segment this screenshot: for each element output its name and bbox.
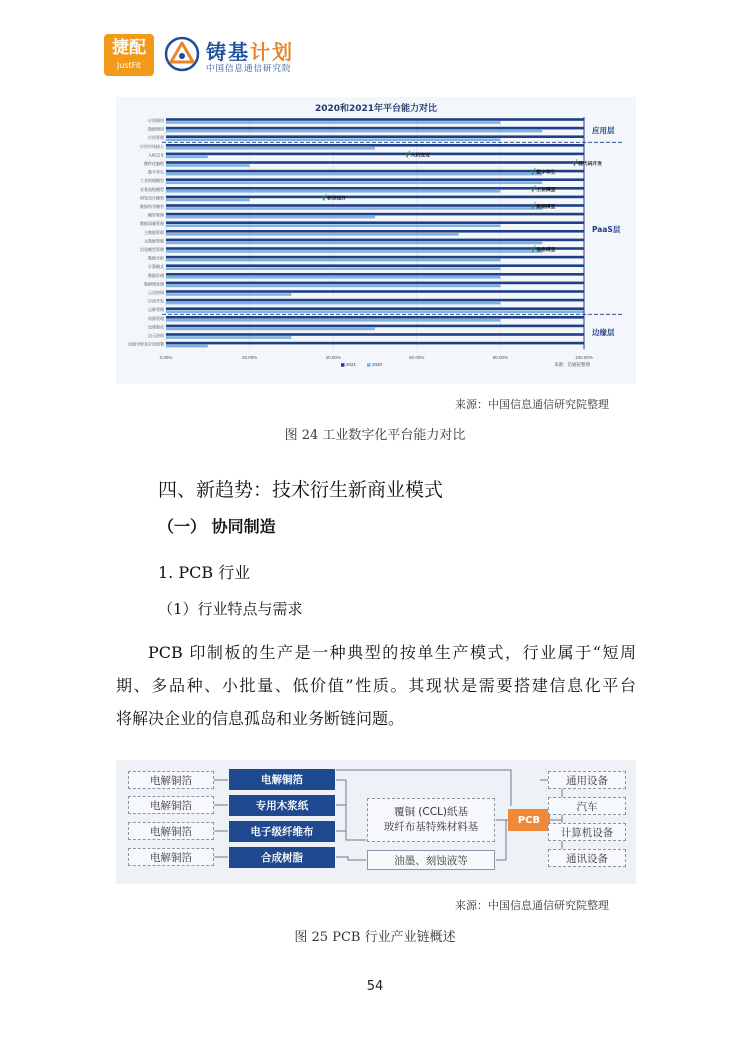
bar-2020	[166, 164, 250, 167]
x-tick-label: 100.00%	[575, 355, 593, 361]
bar-2021	[166, 187, 584, 190]
figure25-caption: 图 25 PCB 行业产业链概述	[294, 930, 456, 945]
bar-2021	[166, 239, 584, 242]
subsection-heading: （一） 协同制造	[158, 517, 276, 536]
justfit-logo	[104, 34, 154, 76]
bar-2021	[166, 170, 584, 173]
category-label: 数据预处理	[144, 281, 164, 287]
annotation-label: 信息模型	[536, 248, 556, 253]
x-tick-label: 20.00%	[241, 355, 258, 361]
material-box: 合成树脂	[229, 847, 335, 868]
category-label: 应用调用	[148, 118, 164, 123]
paragraph-line: 将解决企业的信息孤岛和业务断链问题。	[116, 709, 405, 728]
bar-2021	[166, 153, 584, 159]
bar-2020	[166, 285, 500, 288]
output-box: 计算机设备	[548, 823, 626, 841]
category-label: 业务流程模型	[140, 186, 164, 192]
legend-label: 2021	[346, 362, 357, 368]
ccl-box	[367, 798, 495, 842]
category-label: 元数据管理	[144, 238, 164, 244]
category-label: 数据质量管理	[140, 221, 164, 227]
bar-2020	[166, 216, 375, 219]
bar-2021	[166, 342, 584, 345]
bar-2021	[166, 247, 584, 250]
chart-plot	[116, 97, 636, 384]
bar-2020	[166, 207, 542, 210]
annotation-label: 数字孪生	[536, 170, 556, 176]
bar-2020	[166, 190, 500, 193]
bar-2020	[166, 138, 500, 141]
category-label: 模型管理	[148, 212, 164, 218]
category-label: 计算模式	[148, 264, 164, 270]
subsubsection-heading: 1. PCB 行业	[158, 563, 251, 582]
category-label: 运维管理	[148, 307, 164, 313]
org-title	[206, 36, 294, 65]
ccl-line-1: 覆铜 (CCL)纸基	[393, 806, 469, 818]
paragraph-line: PCB 印制板的生产是一种典型的按单生产模式，行业属于“短周	[148, 643, 636, 662]
ink-box: 油墨、刻蚀液等	[367, 850, 495, 870]
pcb-industry-chain-diagram	[116, 760, 636, 884]
bar-2021	[166, 196, 584, 202]
bar-2021	[166, 325, 584, 328]
category-label: 信息模型管理	[140, 247, 164, 252]
category-label: 应用开发	[148, 298, 164, 304]
org-subtitle: 中国信息通信研究院	[206, 64, 292, 74]
category-label: 边云协同	[148, 333, 164, 338]
category-label: 资源管理	[148, 315, 164, 321]
output-box: 通用设备	[548, 771, 626, 789]
input-box: 电解铜箔	[128, 771, 214, 789]
layer-label: PaaS层	[592, 224, 621, 234]
category-label: 应用管理	[148, 135, 164, 141]
item-heading: （1）行业特点与需求	[158, 600, 303, 618]
bar-2021	[166, 118, 584, 121]
category-label: 数字孪生	[148, 169, 164, 175]
bar-2021	[166, 290, 584, 293]
figure24-caption: 图 24 工业数字化平台能力对比	[284, 428, 466, 443]
bar-2021	[166, 127, 584, 130]
input-box: 电解铜箔	[128, 796, 214, 814]
check-icon: √	[404, 150, 411, 160]
input-box: 电解铜箔	[128, 848, 214, 866]
x-tick-label: 0.00%	[159, 355, 173, 361]
annotation-label: 工业模型	[536, 187, 556, 193]
bar-2020	[166, 147, 375, 150]
category-label: 云边协同	[148, 290, 164, 295]
pcb-box: PCB	[508, 809, 550, 831]
category-label: 数据调用	[148, 126, 164, 132]
bar-2021	[166, 273, 584, 276]
material-box: 电子级纤维布	[229, 821, 335, 842]
chart-source-label: 来源：信通院整理	[554, 363, 590, 369]
org-title-part2: 计划	[250, 40, 294, 64]
bar-2021	[166, 144, 584, 147]
bar-2020	[166, 345, 208, 348]
category-label: 边缘集成	[148, 324, 164, 330]
paragraph-line: 期、多品种、小批量、低价值”性质。其现状是需要搭建信息化平台	[116, 676, 636, 695]
bar-2020	[166, 173, 542, 176]
bar-2020	[166, 130, 542, 133]
bar-2021	[166, 299, 584, 302]
annotation-label: 人机交互	[410, 153, 431, 159]
bar-2020	[166, 199, 250, 202]
bar-2021	[166, 282, 584, 285]
bar-2021	[166, 256, 584, 259]
bar-2020	[166, 293, 291, 296]
legend-swatch	[367, 363, 371, 367]
category-label: 微件化编程	[144, 161, 164, 166]
category-label: 边缘分析及应用部署	[128, 341, 164, 347]
chart-title: 2020和2021年平台能力对比	[314, 104, 438, 114]
legend-swatch	[341, 363, 345, 367]
x-tick-label: 60.00%	[409, 355, 425, 361]
section-heading: 四、新趋势：技术衍生新商业模式	[158, 479, 444, 501]
bar-2020	[166, 233, 459, 236]
category-label: 人机交互	[148, 152, 164, 158]
annotation-label: 研发设计	[327, 196, 347, 202]
bar-2020	[166, 242, 542, 245]
bar-2020	[166, 328, 375, 331]
layer-label: 边缘层	[592, 328, 615, 337]
ccl-line-2: 玻纤布基特殊材料基	[383, 821, 479, 833]
bar-2021	[166, 135, 584, 138]
category-label: 数据科学模型	[140, 204, 164, 209]
bar-2020	[166, 250, 542, 253]
bar-2020	[166, 259, 500, 262]
bar-2021	[166, 161, 584, 164]
page-number: 54	[366, 979, 384, 994]
x-tick-label: 40.00%	[325, 355, 341, 361]
check-icon: √	[321, 193, 327, 203]
category-label: 数据分析	[148, 255, 164, 261]
bar-2021	[166, 316, 584, 319]
bar-2020	[166, 302, 500, 305]
check-icon: √	[530, 245, 536, 254]
layer-label: 应用层	[592, 125, 615, 135]
bar-2021	[166, 333, 584, 336]
input-box: 电解铜箔	[128, 822, 214, 840]
bar-2020	[166, 224, 500, 227]
figure25-source: 来源：中国信息通信研究院整理	[455, 899, 609, 912]
category-label: 研发设计模型	[140, 195, 164, 201]
bar-2021	[166, 230, 584, 233]
figure24-source: 来源：中国信息通信研究院整理	[455, 398, 609, 411]
org-title-part1: 铸基	[206, 40, 250, 64]
bar-2020	[166, 267, 500, 270]
bar-2020	[166, 156, 208, 159]
logo-sub-text: JustFit	[116, 61, 142, 70]
bar-2020	[166, 276, 500, 279]
material-box: 电解铜箔	[229, 769, 335, 790]
bar-2021	[166, 264, 584, 267]
x-tick-label: 80.00%	[492, 355, 509, 361]
check-icon: √	[572, 159, 578, 168]
check-icon: √	[530, 202, 536, 211]
output-box: 汽车	[548, 797, 626, 815]
bar-2021	[166, 204, 584, 207]
material-box: 专用木浆纸	[229, 795, 335, 816]
logo-main-text: 捷配	[112, 38, 146, 58]
category-label: 主数据管理	[144, 229, 164, 235]
check-icon: √	[530, 184, 536, 194]
category-label: 应用市场接入	[140, 143, 164, 149]
check-icon: √	[530, 167, 536, 177]
bar-2021	[166, 213, 584, 216]
bar-2021	[166, 221, 584, 224]
legend-label: 2020	[372, 362, 383, 368]
bar-2021	[166, 178, 584, 181]
category-label: 数据存储	[148, 272, 164, 278]
bar-2020	[166, 310, 584, 313]
bar-2020	[166, 121, 500, 124]
annotation-label: 低代码开发	[578, 162, 602, 167]
bar-2021	[166, 307, 584, 310]
category-label: 工业机理模型	[140, 178, 164, 184]
bar-2020	[166, 336, 291, 339]
bar-2020	[166, 181, 542, 184]
output-box: 通讯设备	[548, 849, 626, 867]
annotation-label: 数据模型	[536, 205, 556, 210]
caict-emblem-icon	[164, 36, 200, 72]
bar-2020	[166, 319, 500, 322]
body-paragraph	[116, 636, 636, 735]
